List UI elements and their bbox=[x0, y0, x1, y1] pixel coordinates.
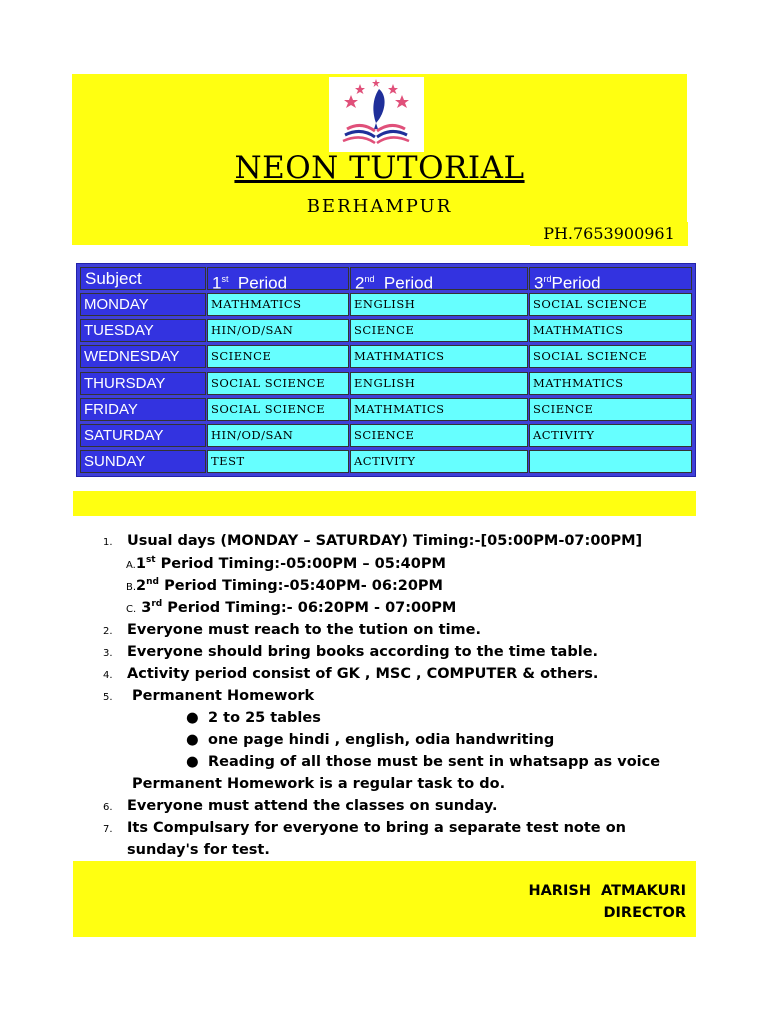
col-header-period-1: 1st Period bbox=[207, 267, 349, 290]
director-name: HARISH ATMAKURI bbox=[528, 883, 686, 899]
subject-cell: SCIENCE bbox=[207, 345, 349, 368]
subject-cell: SCIENCE bbox=[350, 319, 528, 342]
col-header-subject: Subject bbox=[80, 267, 206, 290]
col-header-period-2: 2nd Period bbox=[350, 267, 528, 290]
subject-cell bbox=[529, 450, 692, 473]
subject-cell: ACTIVITY bbox=[350, 450, 528, 473]
page-title: NEON TUTORIAL bbox=[234, 150, 525, 186]
day-cell: FRIDAY bbox=[80, 398, 206, 421]
day-cell: SUNDAY bbox=[80, 450, 206, 473]
subject-cell: SCIENCE bbox=[350, 424, 528, 447]
subject-cell: SOCIAL SCIENCE bbox=[207, 398, 349, 421]
subject-cell: MATHMATICS bbox=[207, 293, 349, 316]
subject-cell: TEST bbox=[207, 450, 349, 473]
subject-cell: MATHMATICS bbox=[350, 398, 528, 421]
day-cell: MONDAY bbox=[80, 293, 206, 316]
subject-cell: MATHMATICS bbox=[529, 319, 692, 342]
subject-cell: MATHMATICS bbox=[350, 345, 528, 368]
divider-strip bbox=[73, 491, 696, 516]
list-item-note: Permanent Homework is a regular task to do. bbox=[132, 776, 506, 792]
subject-cell: ENGLISH bbox=[350, 293, 528, 316]
subject-cell: HIN/OD/SAN bbox=[207, 424, 349, 447]
list-item: B.2nd Period Timing:-05:40PM- 06:20PM bbox=[126, 577, 443, 594]
subject-cell: SOCIAL SCIENCE bbox=[529, 345, 692, 368]
day-cell: TUESDAY bbox=[80, 319, 206, 342]
timetable bbox=[76, 263, 696, 477]
subject-cell: SOCIAL SCIENCE bbox=[529, 293, 692, 316]
subject-cell: SCIENCE bbox=[529, 398, 692, 421]
subject-cell: SOCIAL SCIENCE bbox=[207, 372, 349, 395]
logo bbox=[329, 77, 424, 152]
list-item-continuation: sunday's for test. bbox=[127, 842, 270, 858]
day-cell: THURSDAY bbox=[80, 372, 206, 395]
pen-nib-stars-logo-icon bbox=[329, 77, 424, 152]
col-header-period-3: 3rdPeriod bbox=[529, 267, 692, 290]
day-cell: SATURDAY bbox=[80, 424, 206, 447]
day-cell: WEDNESDAY bbox=[80, 345, 206, 368]
phone-number: PH.7653900961 bbox=[543, 224, 675, 243]
city-name: BERHAMPUR bbox=[306, 196, 453, 217]
subject-cell: HIN/OD/SAN bbox=[207, 319, 349, 342]
list-item: A.1st Period Timing:-05:00PM – 05:40PM bbox=[126, 555, 446, 572]
subject-cell: MATHMATICS bbox=[529, 372, 692, 395]
signature-block bbox=[528, 880, 686, 924]
director-title: DIRECTOR bbox=[603, 905, 686, 921]
subject-cell: ENGLISH bbox=[350, 372, 528, 395]
subject-cell: ACTIVITY bbox=[529, 424, 692, 447]
list-item: C. 3rd Period Timing:- 06:20PM - 07:00PM bbox=[126, 599, 457, 616]
